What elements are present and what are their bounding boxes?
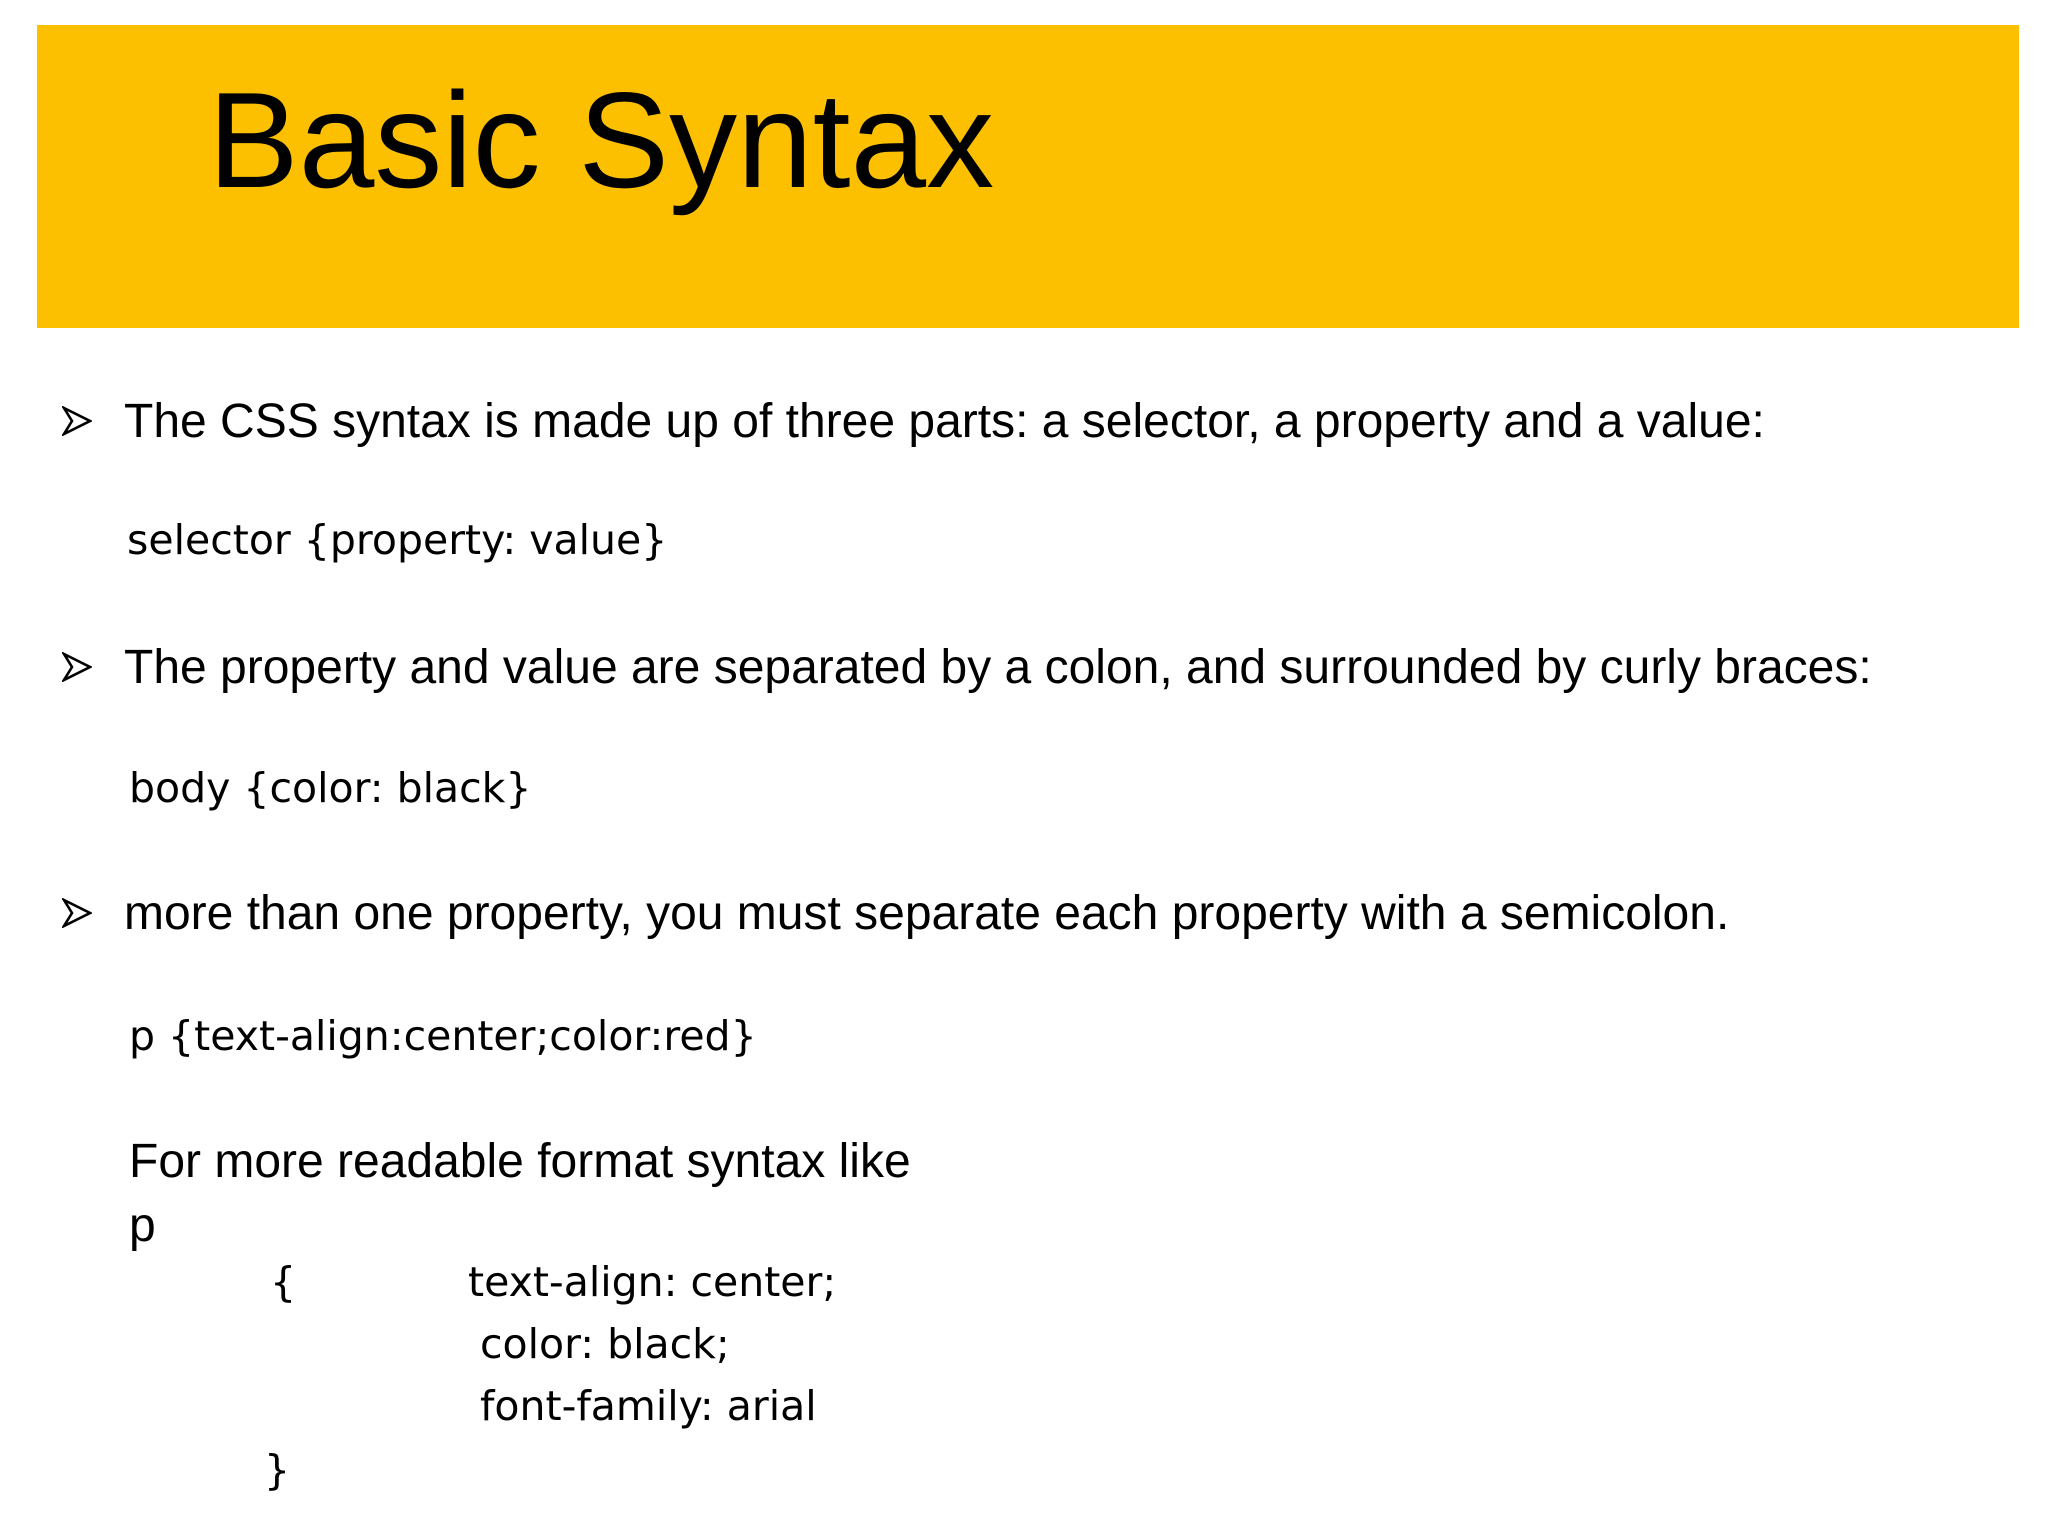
code-example-syntax: selector {property: value} xyxy=(127,516,668,564)
readable-selector: p xyxy=(129,1199,156,1252)
readable-line-font-family: font-family: arial xyxy=(480,1382,817,1430)
readable-line-color: color: black; xyxy=(480,1320,730,1368)
code-example-body: body {color: black} xyxy=(129,764,532,812)
bullet-text: The CSS syntax is made up of three parts: a selector, a property and a value: xyxy=(124,395,1765,448)
arrow-bullet-icon xyxy=(62,652,92,682)
readable-intro: For more readable format syntax like xyxy=(129,1135,911,1188)
slide-title: Basic Syntax xyxy=(208,64,995,216)
bullet-text: The property and value are separated by a colon, and surrounded by curly braces: xyxy=(124,641,1872,694)
arrow-bullet-icon xyxy=(62,898,92,928)
readable-open-brace: { xyxy=(270,1258,297,1306)
arrow-bullet-icon xyxy=(62,406,92,436)
code-example-p-inline: p {text-align:center;color:red} xyxy=(129,1012,757,1060)
bullet-text: more than one property, you must separate each property with a semicolon. xyxy=(124,887,1730,940)
readable-line-text-align: text-align: center; xyxy=(468,1258,837,1306)
readable-close-brace: } xyxy=(264,1446,291,1494)
